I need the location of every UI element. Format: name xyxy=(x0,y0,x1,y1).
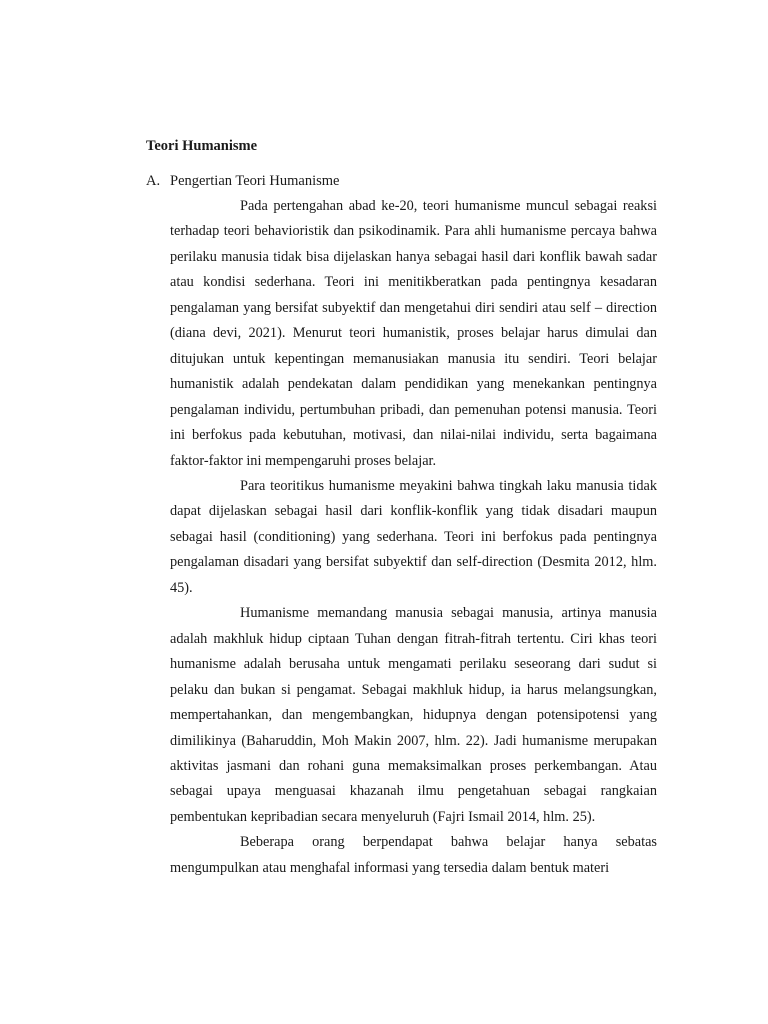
section-label: A. xyxy=(146,173,161,189)
section-heading xyxy=(146,172,339,190)
section-title: Pengertian Teori Humanisme xyxy=(170,173,340,189)
paragraph: Humanisme memandang manusia sebagai manusia, artinya manusia adalah makhluk hidup ciptaan Tuhan dengan fitrah-fitrah tertentu. Ciri khas teori humanisme adalah berusaha untuk mengamati perilaku seseorang dari sudut si pelaku dan bukan si pengamat. Sebagai makhluk hidup, ia harus melangsungkan, mempertahankan, dan mengembangkan, hidupnya dengan potensipotensi yang dimilikinya (Baharuddin, Moh Makin 2007, hlm. 22). Jadi humanisme merupakan aktivitas jasmani dan rohani guna memaksimalkan proses perkembangan. Atau sebagai upaya menguasai khazanah ilmu pengetahuan sebagai rangkaian pembentukan kepribadian secara menyeluruh (Fajri Ismail 2014, hlm. 25). xyxy=(170,605,657,825)
paragraph: Pada pertengahan abad ke-20, teori humanisme muncul sebagai reaksi terhadap teori behavioristik dan psikodinamik. Para ahli humanisme percaya bahwa perilaku manusia tidak bisa dijelaskan hanya sebagai hasil dari konflik bawah sadar atau kondisi sederhana. Teori ini menitikberatkan pada pentingnya kesadaran pengalaman yang bersifat subyektif dan mengetahui diri sendiri atau self – direction (diana devi, 2021). Menurut teori humanistik, proses belajar harus dimulai dan ditujukan untuk kepentingan memanusiakan manusia itu sendiri. Teori belajar humanistik adalah pendekatan dalam pendidikan yang menekankan pentingnya pengalaman individu, pertumbuhan pribadi, dan pemenuhan potensi manusia. Teori ini berfokus pada kebutuhan, motivasi, dan nilai-nilai individu, serta bagaimana faktor-faktor ini mempengaruhi proses belajar. xyxy=(170,198,657,469)
paragraph: Para teoritikus humanisme meyakini bahwa tingkah laku manusia tidak dapat dijelaskan sebagai hasil dari konflik-konflik yang tidak disadari maupun sebagai hasil (conditioning) yang sederhana. Teori ini berfokus pada pentingnya pengalaman disadari yang bersifat subyektif dan self-direction (Desmita 2012, hlm. 45). xyxy=(170,477,657,596)
paragraph: Beberapa orang berpendapat bahwa belajar hanya sebatas mengumpulkan atau menghafal informasi yang tersedia dalam bentuk materi xyxy=(170,834,657,876)
document-title: Teori Humanisme xyxy=(146,138,258,154)
document-body xyxy=(170,194,657,881)
